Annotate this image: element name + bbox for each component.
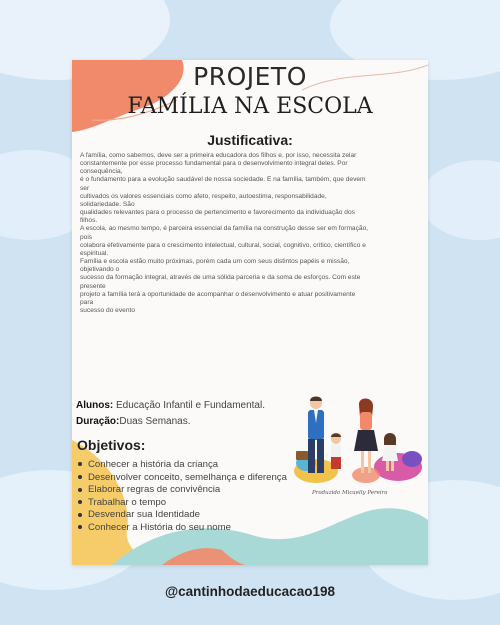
text-line: A escola, ao mesmo tempo, é parceira essencial da família na construção desse ser em formação, <box>80 225 369 233</box>
bullet-icon <box>78 513 82 517</box>
text-line: é o fundamento para a evolução saudável de nossa sociedade. É na família, também, que devem <box>80 176 366 184</box>
text-line: cultivados os valores essenciais como afeto, respeito, autoestima, responsabilidade, <box>80 192 327 200</box>
bullet-icon <box>78 488 82 492</box>
objetivos-list <box>78 459 287 535</box>
alunos-row <box>76 400 265 411</box>
text-line: constantemente por esse processo fundamental para o desenvolvimento integral deles. Por <box>80 160 348 168</box>
list-item: Trabalhar o tempo <box>78 497 287 510</box>
duracao-label: Duração: <box>76 416 120 427</box>
text-line: Família e escola estão muito próximas, porém cada um com seus distintos papéis e missão, <box>80 258 350 266</box>
text-line: sucesso da formação integral, através de uma sólida parceria e da soma de esforços. Com este <box>80 274 361 282</box>
text-line: espiritual. <box>80 249 109 257</box>
bullet-icon <box>78 462 82 466</box>
text-line: objetivando o <box>80 266 120 274</box>
text-line: ser <box>80 184 90 192</box>
bullet-icon <box>78 475 82 479</box>
list-item: Conhecer a História do seu nome <box>78 522 287 535</box>
justification-text <box>80 152 416 315</box>
text-line: qualidades relevantes para o processo de pertencimento e favorecimento da individuação dos <box>80 209 355 217</box>
duracao-row <box>76 416 191 427</box>
alunos-value: Educação Infantil e Fundamental. <box>116 400 265 411</box>
duracao-value: Duas Semanas. <box>119 416 191 427</box>
list-item: Desvendar sua Identidade <box>78 509 287 522</box>
list-item: Desenvolver conceito, semelhança e diferença <box>78 472 287 485</box>
list-item: Conhecer a história da criança <box>78 459 287 472</box>
page-title: PROJETO <box>193 62 307 91</box>
list-item: Elaborar regras de convivência <box>78 484 287 497</box>
text-line: filhos. <box>80 217 98 225</box>
illustrator-signature: Produzido Micaelly Pereira <box>312 490 388 496</box>
flyer-page <box>72 60 428 565</box>
text-line: solidariedade. São <box>80 200 135 208</box>
family-illustration <box>286 393 428 489</box>
page-subtitle: FAMÍLIA NA ESCOLA <box>127 94 373 119</box>
text-line: A família, como sabemos, deve ser a primeira educadora dos filhos e, por isso, necessita zelar <box>80 152 357 159</box>
text-line: colabora efetivamente para o crescimento intelectual, cultural, social, cognitivo, crítico, científico e <box>80 241 366 249</box>
instagram-handle: @cantinhodaeducacao198 <box>165 584 335 599</box>
justification-heading: Justificativa: <box>207 132 293 148</box>
text-line: pois <box>80 233 93 241</box>
cloud <box>420 160 500 240</box>
text-line: sucesso do evento <box>80 306 135 314</box>
bullet-icon <box>78 500 82 504</box>
text-line: projeto a família terá a oportunidade de acompanhar o desenvolvimento e atuar positivamente <box>80 290 356 298</box>
alunos-label: Alunos: <box>76 400 114 411</box>
bullet-icon <box>78 525 82 529</box>
objetivos-heading: Objetivos: <box>77 437 146 453</box>
text-line: consequência, <box>80 168 123 176</box>
text-line: para <box>80 298 94 306</box>
text-line: presente <box>80 282 106 290</box>
